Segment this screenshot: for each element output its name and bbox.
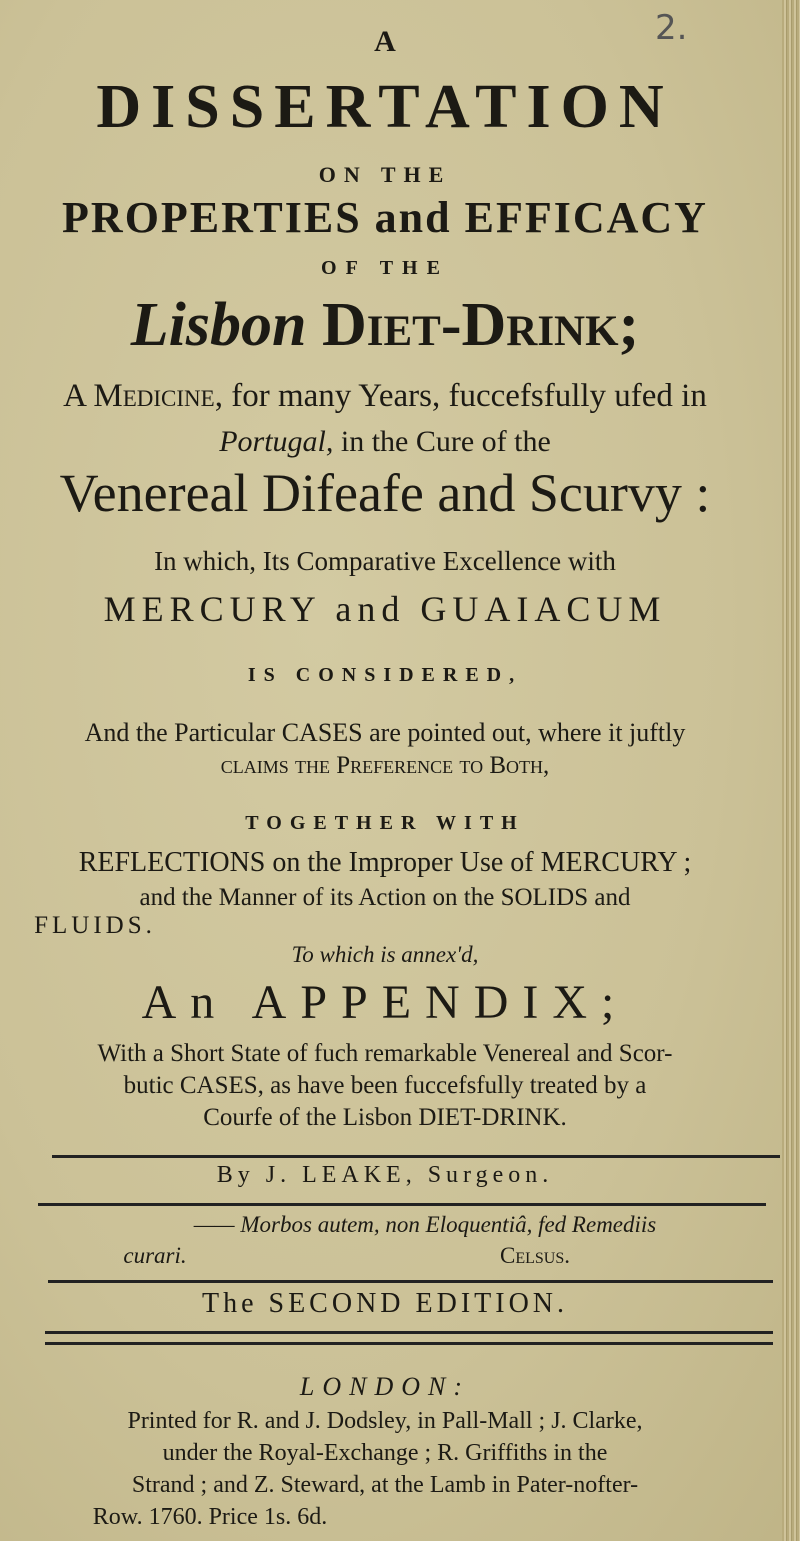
appendix-line-2: butic CASES, as have been fuccefsfully treated by a	[123, 1072, 647, 1099]
divider	[48, 1280, 773, 1283]
subtitle-line-8: claims the Preference to Both,	[220, 752, 550, 779]
title-lisbon-diet-drink	[0, 290, 770, 361]
subtitle-line-7: And the Particular CASES are pointed out, where it juftly	[84, 718, 686, 747]
title-on-the: ON THE	[318, 162, 452, 187]
imprint-line-1: Printed for R. and J. Dodsley, in Pall-Mall ; J. Clarke,	[127, 1408, 643, 1434]
page-number-mark: 2.	[655, 8, 688, 48]
together-line-3: FLUIDS.	[34, 912, 156, 939]
divider	[38, 1203, 766, 1206]
divider	[45, 1331, 773, 1334]
subtitle-line-5: MERCURY and GUAIACUM	[103, 589, 667, 629]
portugal-label: Portugal,	[219, 425, 334, 458]
author-line: By J. LEAKE, Surgeon.	[216, 1162, 554, 1188]
title-lisbon: Lisbon	[130, 291, 307, 359]
annexed-line: To which is annex'd,	[291, 942, 479, 967]
appendix-line-1: With a Short State of fuch remarkable Venereal and Scor-	[97, 1040, 673, 1067]
edition-line: The SECOND EDITION.	[201, 1288, 569, 1319]
title-of-the: OF THE	[321, 257, 449, 279]
divider	[45, 1342, 773, 1345]
title-diet-drink: Diet-Drink;	[321, 291, 640, 359]
together-line-2: and the Manner of its Action on the SOLIDS and	[139, 884, 631, 911]
together-line-1: REFLECTIONS on the Improper Use of MERCURY ;	[78, 847, 692, 878]
imprint-city: LONDON:	[299, 1372, 471, 1401]
subtitle-line-4: In which, Its Comparative Excellence with	[154, 546, 616, 576]
medicine-label: A Medicine,	[63, 378, 223, 414]
together-heading: TOGETHER WITH	[245, 812, 525, 834]
page-edge	[782, 0, 800, 1541]
divider	[52, 1155, 780, 1158]
imprint-line-2: under the Royal-Exchange ; R. Griffiths in the	[162, 1440, 608, 1466]
subtitle-line-1	[0, 378, 770, 415]
imprint-line-4: Row. 1760. Price 1s. 6d.	[92, 1504, 328, 1530]
subtitle-line-1-rest: for many Years, fuccefsfully ufed in	[231, 378, 707, 414]
epigraph-line-1: —— Morbos autem, non Eloquentiâ, fed Remediis	[193, 1212, 657, 1237]
subtitle-line-2-rest: in the Cure of the	[340, 425, 551, 458]
epigraph-attribution: Celsus.	[500, 1243, 570, 1268]
title-main: DISSERTATION	[96, 73, 674, 141]
title-article: A	[374, 25, 396, 58]
subtitle-line-3: Venereal Difeafe and Scurvy :	[59, 463, 711, 523]
imprint-line-3: Strand ; and Z. Steward, at the Lamb in Pater-nofter-	[131, 1472, 639, 1498]
subtitle-line-2	[0, 425, 770, 459]
subtitle-line-6: IS CONSIDERED,	[247, 664, 523, 686]
appendix-line-3: Courfe of the Lisbon DIET-DRINK.	[203, 1104, 567, 1131]
epigraph-line-2: curari.	[123, 1243, 187, 1268]
appendix-heading: An APPENDIX;	[141, 976, 629, 1029]
title-properties: PROPERTIES and EFFICACY	[62, 193, 708, 242]
